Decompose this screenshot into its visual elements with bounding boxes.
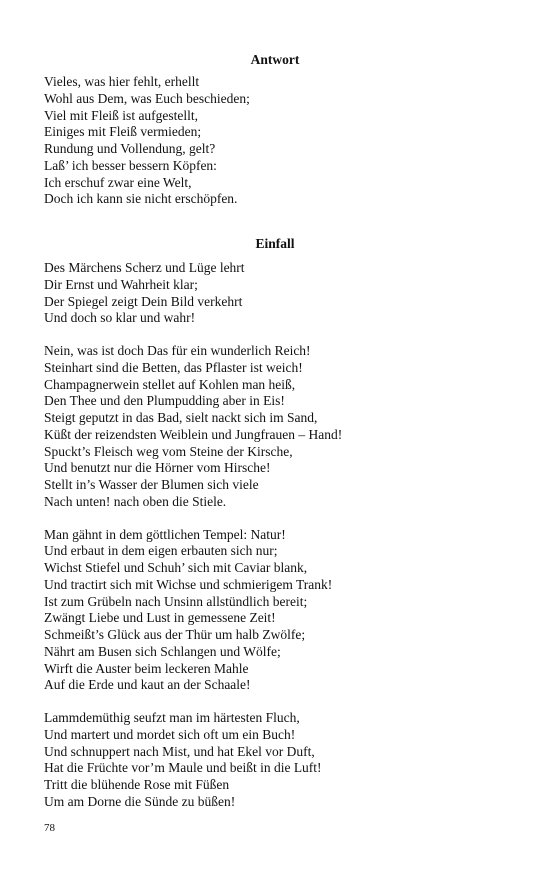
poem-antwort bbox=[44, 51, 506, 208]
verse-line: Und benutzt nur die Hörner vom Hirsche! bbox=[44, 460, 271, 476]
poem-title: Antwort bbox=[250, 52, 300, 67]
stanza bbox=[44, 343, 506, 511]
verse-line: Und tractirt sich mit Wichse und schmierigem Trank! bbox=[44, 576, 333, 592]
verse-line: Vieles, was hier fehlt, erhellt bbox=[44, 74, 200, 89]
verse-line: Hat die Früchte vor’m Maule und beißt in die Luft! bbox=[44, 760, 322, 776]
verse-line: Wichst Stiefel und Schuh’ sich mit Caviar blank, bbox=[44, 560, 308, 575]
verse-line: Um am Dorne die Sünde zu büßen! bbox=[44, 793, 236, 809]
verse-line: Nein, was ist doch Das für ein wunderlich Reich! bbox=[44, 343, 311, 358]
stanza bbox=[44, 710, 506, 811]
verse-line: Und martert und mordet sich oft um ein Buch! bbox=[44, 726, 296, 742]
verse-line: Den Thee und den Plumpudding aber in Eis! bbox=[44, 393, 285, 409]
verse-line: Laß’ ich besser bessern Köpfen: bbox=[44, 157, 217, 173]
verse-line: Küßt der reizendsten Weiblein und Jungfrauen – Hand! bbox=[44, 426, 343, 442]
verse-line: Tritt die blühende Rose mit Füßen bbox=[44, 777, 230, 792]
verse-line: Doch ich kann sie nicht erschöpfen. bbox=[44, 191, 238, 207]
verse-line: Auf die Erde und kaut an der Schaale! bbox=[44, 677, 251, 693]
verse-line: Nach unten! nach oben die Stiele. bbox=[44, 493, 227, 509]
verse-line: Schmeißt’s Glück aus der Thür um halb Zwölfe; bbox=[44, 627, 306, 642]
verse-line: Zwängt Liebe und Lust in gemessene Zeit! bbox=[44, 610, 276, 626]
verse-line: Lammdemüthig seufzt man im härtesten Fluch, bbox=[44, 710, 300, 725]
verse-line: Steinhart sind die Betten, das Pflaster ist weich! bbox=[44, 359, 303, 375]
stanza bbox=[44, 527, 506, 695]
verse-line: Wirft die Auster beim leckeren Mahle bbox=[44, 660, 249, 676]
stanza bbox=[44, 260, 506, 327]
verse-line: Einiges mit Fleiß vermieden; bbox=[44, 124, 202, 140]
verse-line: Champagnerwein stellet auf Kohlen man heiß, bbox=[44, 376, 296, 392]
poem-einfall bbox=[44, 235, 506, 811]
verse-line: Der Spiegel zeigt Dein Bild verkehrt bbox=[44, 293, 243, 309]
verse-line: Stellt in’s Wasser der Blumen sich viele bbox=[44, 477, 259, 492]
verse-line: Und doch so klar und wahr! bbox=[44, 310, 196, 326]
page-number: 78 bbox=[44, 822, 55, 834]
verse-line: Spuckt’s Fleisch weg vom Steine der Kirsche, bbox=[44, 443, 293, 459]
verse-line: Man gähnt in dem göttlichen Tempel: Natur! bbox=[44, 526, 286, 542]
verse-line: Und schnuppert nach Mist, und hat Ekel vor Duft, bbox=[44, 743, 315, 759]
stanza bbox=[44, 74, 506, 208]
verse-line: Dir Ernst und Wahrheit klar; bbox=[44, 276, 198, 292]
verse-line: Wohl aus Dem, was Euch beschieden; bbox=[44, 90, 250, 106]
verse-line: Ist zum Grübeln nach Unsinn allstündlich bereit; bbox=[44, 593, 308, 609]
verse-line: Ich erschuf zwar eine Welt, bbox=[44, 174, 192, 190]
verse-line: Viel mit Fleiß ist aufgestellt, bbox=[44, 107, 199, 123]
verse-line: Des Märchens Scherz und Lüge lehrt bbox=[44, 260, 245, 275]
verse-line: Steigt geputzt in das Bad, sielt nackt sich im Sand, bbox=[44, 410, 318, 425]
verse-line: Nährt am Busen sich Schlangen und Wölfe; bbox=[44, 643, 281, 659]
verse-line: Und erbaut in dem eigen erbauten sich nur; bbox=[44, 543, 278, 559]
poem-title: Einfall bbox=[255, 236, 295, 251]
verse-line: Rundung und Vollendung, gelt? bbox=[44, 141, 216, 156]
